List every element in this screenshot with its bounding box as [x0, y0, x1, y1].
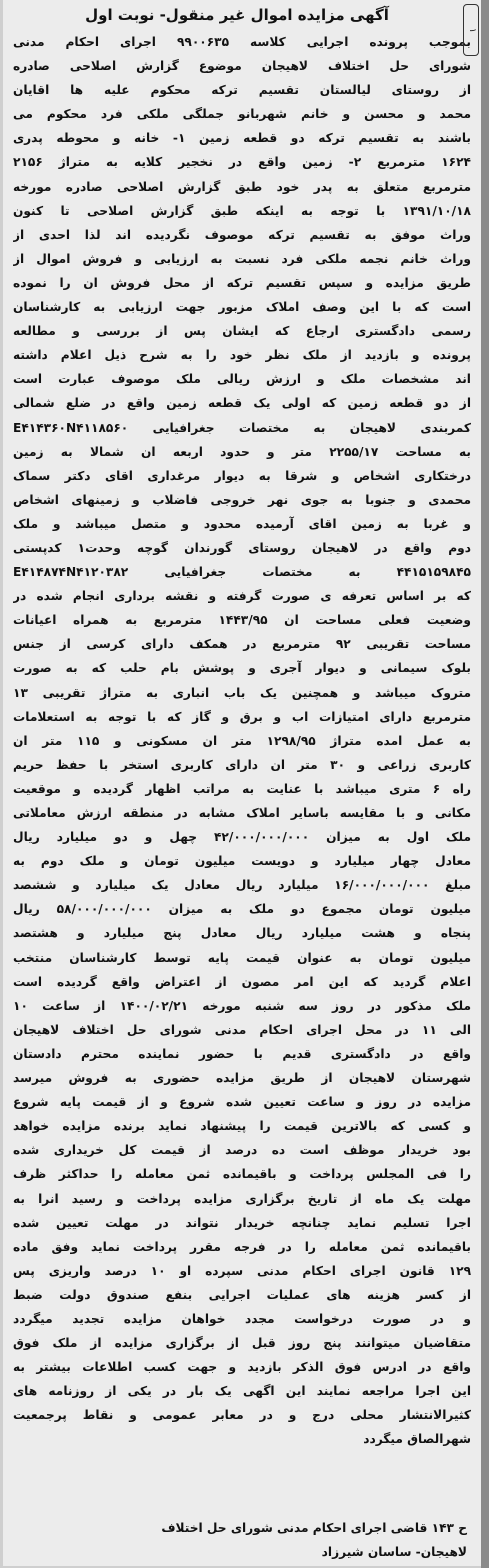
body-line: وضعیت فعلی مساحت ان ۱۴۴۳/۹۵ مترمربع به همراه اعیانات: [13, 613, 471, 628]
body-line: واقع در دادگستری قدیم با حضور نماینده محترم دادستان: [13, 1046, 471, 1061]
body-line: بموجب پرونده اجرایی کلاسه ۹۹۰۰۶۳۵ اجرای احکام مدنی: [13, 35, 471, 49]
body-line: اند مشخصات ملک و ارزش ریالی ملک موصوف عبارت است: [13, 372, 471, 387]
body-line: مترمربع دارای امتیازات اب و برق و گاز که با توجه به استعلامات: [13, 709, 471, 724]
body-line: محمدی و جنوبا به جوی نهر خروجی فاضلاب و زمینهای اشخاص: [13, 492, 471, 507]
body-line: الی ۱۱ در محل اجرای احکام مدنی شورای حل اختلاف لاهیجان: [13, 1022, 471, 1037]
body-line: ۱۲۹ قانون اجرای احکام مدنی سپرده او ۱۰ درصد واریزی پس: [13, 1263, 471, 1278]
body-line: باشند به تقسیم ترکه دو قطعه زمین ۱- خانه و محوطه پدری: [13, 131, 471, 146]
body-line: مساحت تقریبی ۹۲ مترمربع در همکف دارای کرسی از جنس: [13, 637, 471, 652]
body-line: است که با این وصف املاک مزبور جهت ارزیابی به کارشناسان: [13, 300, 471, 315]
body-line: از روستای لیالستان تقسیم ترکه محکوم علیه ها اقایان: [13, 83, 471, 98]
body-line: که بر اساس تعرفه ی صورت گرفته و نقشه برداری انجام شده در: [13, 589, 471, 604]
body-line: شهرالصاق میگردد: [363, 1432, 471, 1447]
body-line: مکانی و با مقایسه باسایر املاک مشابه در منطقه ارزش معاملاتی: [13, 806, 471, 820]
body-line: بود خریدار موظف است ده درصد از قیمت کل خریداری شده: [13, 1143, 471, 1158]
body-line: شهرستان لاهیجان از طریق مزایده حضوری به فروش میرسد: [13, 1071, 471, 1086]
body-line: دوم واقع در لاهیجان روستای گورندان گوچه وحدت۱ کدپستی: [13, 540, 471, 555]
body-line: وراث خانم نجمه ملکی فرد نسبت به ارزیابی و فروش اموال از: [13, 251, 471, 266]
page-corner-mark: ۱: [463, 4, 479, 56]
body-line: مبلغ ۱۶/۰۰۰/۰۰۰/۰۰۰ میلیارد ریال معادل یک میلیارد و ششصد: [13, 878, 471, 893]
body-line: مترمربع متعلق به پدر خود طبق گزارش اصلاحی صادره مورخه: [13, 179, 471, 194]
body-line: کثیرالانتشار محلی درج و در معابر عمومی و نقاط پرجمعیت: [13, 1408, 471, 1423]
body-line: بلوک سیمانی و دیوار آجری و پوشش بام حلب که به صورت: [13, 661, 471, 676]
body-line: و در صورت درخواست مجدد خواهان مزایده تجدید میگردد: [13, 1311, 471, 1326]
notice-title: آگهی مزایده اموال غیر منقول- نوبت اول: [85, 6, 389, 24]
signature-line-2: لاهیجان- ساسان شیرزاد: [321, 1545, 467, 1559]
body-line: ملک مذکور در روز سه شنبه مورخه ۱۴۰۰/۰۲/۲۱ از ساعت ۱۰: [13, 998, 471, 1013]
body-line: شورای حل اختلاف لاهیجان موضوع گزارش اصلاحی صادره: [13, 59, 471, 74]
page-edge-shadow: [481, 0, 489, 1568]
body-line: متقاضیان میتوانند پنج روز قبل از برگزاری مزایده از ملک فوق: [13, 1336, 471, 1351]
body-line: مزایده در روز و ساعت تعیین شده شروع و از قیمت پایه شروع: [13, 1095, 471, 1110]
body-line: و غربا به زمین اقای آرمیده محدود و متصل میباشد و ملک: [13, 516, 471, 531]
body-line: رسمی دادگستری ارجاع که ایشان پس از بررسی و مطالعه: [13, 324, 471, 339]
body-line: به مساحت ۲۲۵۵/۱۷ متر و حدود اربعه ان شمالا به زمین: [13, 444, 471, 459]
newspaper-clipping: [3, 0, 481, 1566]
body-line: محمد و محسن و خانم شهربانو جملگی ملکی فرد محکوم می: [13, 107, 471, 122]
body-line: معادل چهار میلیارد و دویست میلیون تومان و ملک دوم به: [13, 854, 471, 869]
body-line: ملک اول به میزان ۴۲/۰۰۰/۰۰۰/۰۰۰ چهل و دو میلیارد ریال: [13, 830, 471, 845]
body-line: راه ۶ متری میباشد با عنایت به مراتب اظهار گردیده و موقعیت: [13, 781, 471, 796]
body-line: پرونده و بازدید از ملک نظر خود را به شرح ذیل اعلام داشته: [13, 348, 471, 363]
body-line: این اجرا مراجعه نمایند این اگهی یک بار در یکی از روزنامه های: [13, 1384, 471, 1399]
body-line: متروک میباشد و همچنین یک باب انباری به متراژ تقریبی ۱۳: [13, 685, 471, 700]
body-line: را فی المجلس پرداخت و باقیمانده ثمن معامله را حداکثر ظرف: [13, 1167, 471, 1182]
body-line: کاربری زراعی و ۳۰ متر ان دارای کاربری استخر با حفظ حریم: [13, 757, 471, 772]
notice-body: [13, 30, 471, 1452]
body-line: به عمل امده متراژ ۱۲۹۸/۹۵ متر ان مسکونی و ۱۱۵ متر ان: [13, 733, 471, 748]
signature-block: [17, 1516, 467, 1564]
body-line: و کسی که بالاترین قیمت را پیشنهاد نماید برنده مزایده خواهد: [13, 1119, 471, 1134]
body-line: درختکاری اشخاص و شرقا به دیوار مرغداری اقای دکتر سماک: [13, 468, 471, 483]
body-line: وراث موفق به تقسیم ترکه موصوف نگردیده اند لذا احدی از: [13, 227, 471, 242]
body-line: ۴۴۱۵۱۵۹۸۴۵ به مختصات جغرافیایی E۴۱۴۸۷۴N۴۱۲۰۳۸۲: [13, 565, 471, 580]
body-line: میلیون تومان به عنوان قیمت پایه توسط کارشناسان منتخب: [13, 950, 471, 965]
body-line: اجرا تسلیم نماید چنانچه خریدار نتواند در مهلت تعیین شده: [13, 1215, 471, 1230]
body-line: میلیون تومان مجموع دو ملک به میزان ۵۸/۰۰۰/۰۰۰/۰۰۰ ریال: [13, 902, 471, 917]
body-line: پنجاه و هشت میلیارد ریال معادل پنج میلیارد و هشتصد: [13, 926, 471, 941]
body-line: اعلام گردید که این امر مصون از اعتراض واقع گردیده است: [13, 974, 471, 989]
body-line: طریق مزایده و سپس تقسیم ترکه از محل فروش ان را نموده: [13, 275, 471, 290]
body-line: ۱۶۲۴ مترمربع ۲- زمین واقع در نخجیر کلایه به متراژ ۲۱۵۶: [13, 155, 471, 170]
body-line: واقع در ادرس فوق الذکر بازدید و جهت کسب اطلاعات بیشتر به: [13, 1360, 471, 1375]
body-line: ۱۳۹۱/۱۰/۱۸ با توجه به اینکه طبق گزارش اصلاحی تا کنون: [13, 203, 471, 218]
body-line: کمربندی لاهیجان به مختصات جغرافیایی E۴۱۴۳۶۰N۴۱۱۸۵۶۰: [13, 420, 471, 435]
body-line: از دو قطعه زمین که اولی یک قطعه زمین واقع در ضلع شمالی: [13, 396, 471, 411]
body-line: از کسر هزینه های عملیات اجرایی بنفع صندوق دولت ضبط: [13, 1287, 471, 1302]
signature-line-1: ح ۱۴۳ قاضی اجرای احکام مدنی شورای حل اختلاف: [161, 1521, 467, 1535]
body-line: مهلت یک ماه از تاریخ برگزاری مزایده پرداخت و رسید انرا به: [13, 1191, 471, 1206]
body-line: باقیمانده ثمن معامله را در فرجه مقرر پرداخت نماید وفق ماده: [13, 1239, 471, 1254]
